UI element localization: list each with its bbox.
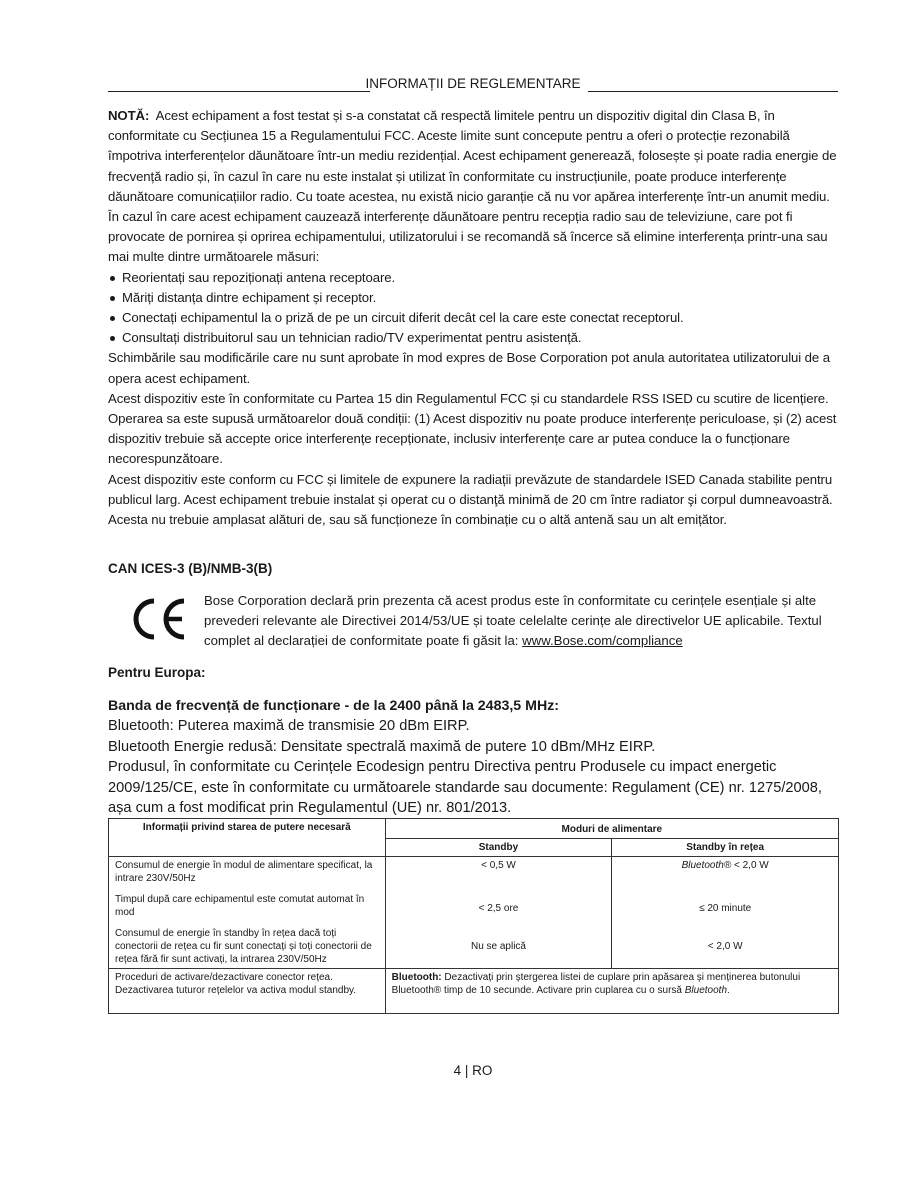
table-row <box>109 969 839 1014</box>
row-standby: Nu se aplică <box>385 925 612 969</box>
ce-mark-icon <box>130 597 190 641</box>
measures-list <box>108 268 838 349</box>
list-item: Consultați distribuitorul sau un tehnician radio/TV experimentat pentru asistență. <box>108 328 838 348</box>
ce-statement: Bose Corporation declară prin prezenta că acest produs este în conformitate cu cerințele esențiale și alte prevederi relevante ale Directivei 2014/53/UE și toate celelalte cerințe ale directivelor UE aplicabile. Textul complet al declarației de conformitate poate fi găsit la: <box>204 593 822 649</box>
frequency-band-section <box>108 696 838 818</box>
bluetooth-italic: Bluetooth® <box>681 860 732 871</box>
bluetooth-power-line: Bluetooth: Puterea maximă de transmisie 20 dBm EIRP. <box>108 718 470 735</box>
col-network-standby: Standby în rețea <box>612 839 839 857</box>
exposure-paragraph: Acest dispozitiv este conform cu FCC și limitele de expunere la radiații prevăzute de standardele ISED Canada stabilite pentru publicul larg. Acest echipament trebuie instalat și operat cu o distanţă minimă de 20 cm între radiator şi corpul dumneavoastră. Acesta nu trebuie amplasat alături de, sau să funcționeze în combinație cu o altă antenă sau un alt emițător. <box>108 471 833 528</box>
row-label: Consumul de energie în modul de alimentare specificat, la intrare 230V/50Hz <box>109 857 386 892</box>
compliance-link[interactable]: www.Bose.com/compliance <box>522 633 683 649</box>
list-item: Conectați echipamentul la o priză de pe un circuit diferit decât cel la care este conectat receptorul. <box>108 308 838 328</box>
table-row <box>109 891 839 925</box>
row-network: < 2,0 W <box>612 925 839 969</box>
section-header <box>108 76 838 94</box>
list-item: Reorientați sau repoziționați antena receptoare. <box>108 268 838 288</box>
header-rule-left <box>108 91 370 92</box>
fcc-note <box>108 106 838 268</box>
list-item: Măriți distanța dintre echipament și receptor. <box>108 288 838 308</box>
europe-heading: Pentru Europa: <box>108 665 206 680</box>
procedure-label: Proceduri de activare/dezactivare conector rețea. Dezactivarea tuturor rețelelor va activa modul standby. <box>109 969 386 1014</box>
header-rule-right <box>588 91 838 92</box>
header-info: Informații privind starea de putere necesară <box>109 819 386 857</box>
ecodesign-line: Produsul, în conformitate cu Cerințele Ecodesign pentru Directiva pentru Produsele cu impact energetic 2009/125/CE, este în conformitate cu următoarele standarde sau documente: Regulament (CE) nr. 1275/2008, așa cum a fost modificat prin Regulamentul (UE) nr. 801/2013. <box>108 759 822 817</box>
ce-declaration <box>108 591 838 653</box>
row-label: Consumul de energie în standby în rețea dacă toți conectorii de rețea cu fir sunt conectați și toți conectorii de rețea fără fir sunt activați, la intrarea 230V/50Hz <box>109 925 386 969</box>
note-text: Acest echipament a fost testat și s-a constatat că respectă limitele pentru un dispozitiv digital din Clasa B, în conformitate cu Secțiunea 15 a Regulamentului FCC. Aceste limite sunt concepute pentru a oferi o protecție rezonabilă împotriva interferențelor dăunătoare într-un mediu rezidențial. Acest echipament generează, folosește și poate radia energie de frecvență radio și, în cazul în care nu este instalat și utilizat în conformitate cu instrucțiunile, poate produce interferențe dăunătoare comunicațiilor radio. Cu toate acestea, nu există nicio garanție că nu vor apărea interferențe într-un anumit mediu. În cazul în care acest echipament cauzează interferențe dăunătoare pentru recepția radio sau de televiziune, care pot fi provocate de pornirea și oprirea echipamentului, utilizatorului i se recomandă să încerce să elimine interferența printr-una sau mai multe dintre următoarele măsuri: <box>108 108 837 265</box>
changes-paragraph: Schimbările sau modificările care nu sunt aprobate în mod expres de Bose Corporation pot anula autoritatea utilizatorului de a opera acest echipament. <box>108 350 830 386</box>
ce-text <box>204 591 840 652</box>
ble-power-line: Bluetooth Energie redusă: Densitate spectrală maximă de putere 10 dBm/MHz EIRP. <box>108 738 656 755</box>
can-ices-heading: CAN ICES-3 (B)/NMB-3(B) <box>108 561 273 576</box>
note-label: NOTĂ: <box>108 108 150 123</box>
row-network: Bluetooth® < 2,0 W <box>612 857 839 892</box>
row-network: ≤ 20 minute <box>612 891 839 925</box>
regulatory-body <box>108 106 838 530</box>
band-title: Banda de frecvență de funcționare - de la 2400 până la 2483,5 MHz: <box>108 698 560 714</box>
col-standby: Standby <box>385 839 612 857</box>
table-row <box>109 925 839 969</box>
section-title: INFORMAȚII DE REGLEMENTARE <box>365 76 581 91</box>
power-state-table <box>108 818 839 1014</box>
part15-paragraph: Acest dispozitiv este în conformitate cu Partea 15 din Regulamentul FCC și cu standardele RSS ISED cu scutire de licențiere. Operarea sa este supusă următoarelor două condiții: (1) Acest dispozitiv nu poate produce interferențe periculoase, și (2) acest dispozitiv trebuie să accepte orice interferențe recepționate, inclusiv interferențe care ar putea conduce la o funcționare necorespunzătoare. <box>108 390 837 467</box>
procedure-text: Bluetooth: Dezactivați prin ștergerea listei de cuplare prin apăsarea și menținerea butonului Bluetooth® timp de 10 secunde. Activare prin cuplarea cu o sursă Bluetooth. <box>385 969 838 1014</box>
page-footer: 4 | RO <box>453 1063 493 1078</box>
row-standby: < 2,5 ore <box>385 891 612 925</box>
row-label: Timpul după care echipamentul este comutat automat în mod <box>109 891 386 925</box>
header-modes: Moduri de alimentare <box>385 819 838 839</box>
table-row <box>109 857 839 892</box>
row-standby: < 0,5 W <box>385 857 612 892</box>
